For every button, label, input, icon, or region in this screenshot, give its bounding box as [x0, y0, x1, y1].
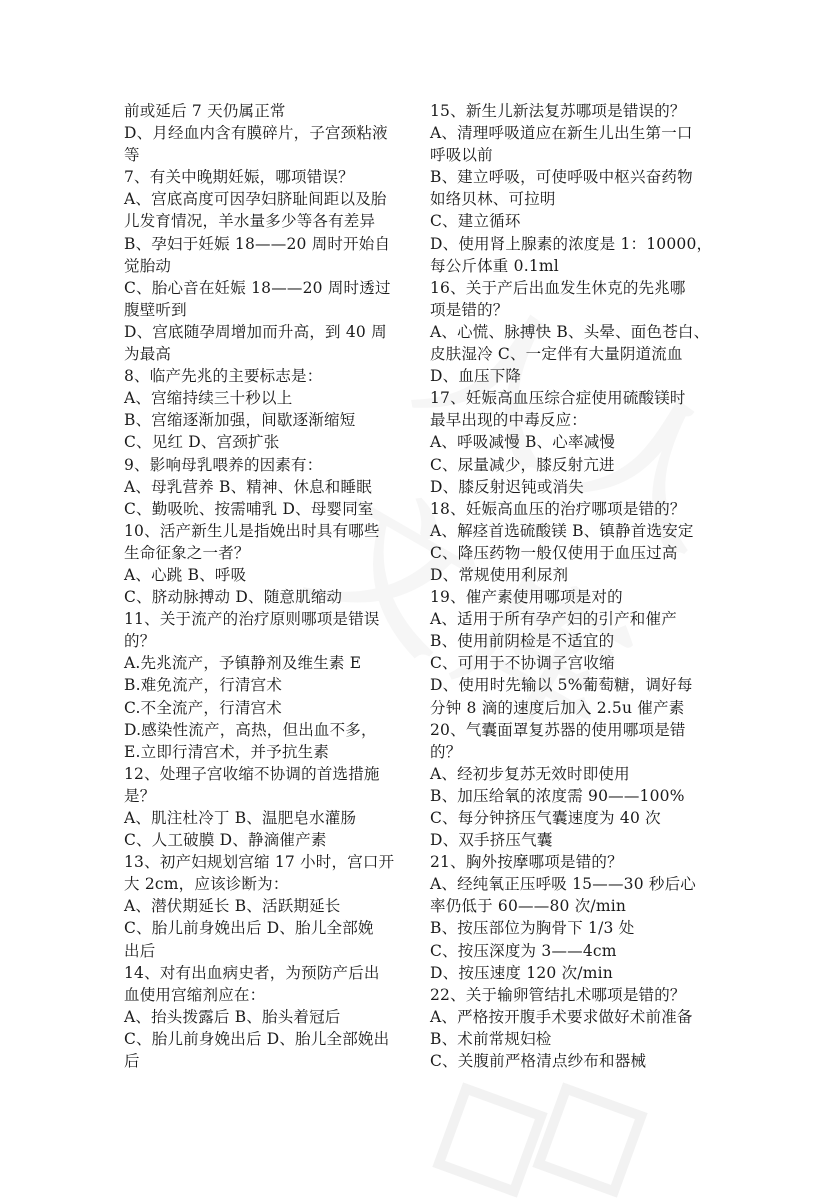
text-line: 血使用宫缩剂应在：: [124, 985, 266, 1004]
text-line: 每公斤体重 0.1ml: [430, 256, 559, 275]
text-line: 22、关于输卵管结扎术哪项是错的？: [430, 985, 686, 1004]
text-line: 17、妊娠高血压综合症使用硫酸镁时: [430, 389, 686, 408]
text-line: C、可用于不协调子宫收缩: [430, 654, 615, 673]
text-line: 9、影响母乳喂养的因素有：: [124, 455, 323, 474]
text-line: 为最高: [124, 345, 172, 364]
text-line: D、使用肾上腺素的浓度是 1：10000，: [430, 234, 713, 253]
text-line: 10、活产新生儿是指娩出时具有哪些: [124, 521, 380, 540]
text-line: 12、处理子宫收缩不协调的首选措施: [124, 764, 380, 783]
text-line: A、抬头拨露后 B、胎头着冠后: [124, 1007, 341, 1026]
text-line: C、人工破膜 D、静滴催产素: [124, 831, 327, 850]
text-line: C、建立循环: [430, 212, 521, 231]
text-line: D、宫底随孕周增加而升高，到 40 周: [124, 322, 387, 341]
text-line: 最早出现的中毒反应：: [430, 411, 588, 430]
text-line: 21、胸外按摩哪项是错的？: [430, 853, 623, 872]
text-line: A、心跳 B、呼吸: [124, 565, 247, 584]
text-line: D、血压下降: [430, 367, 522, 386]
text-line: 15、新生儿新法复苏哪项是错误的？: [430, 102, 686, 120]
text-line: 8、临产先兆的主要标志是：: [124, 367, 323, 386]
text-line: E.立即行清宫术，并予抗生素: [124, 742, 330, 761]
text-line: 项是错的？: [430, 300, 509, 319]
text-line: 生命征象之一者？: [124, 543, 250, 562]
text-line: 16、关于产后出血发生休克的先兆哪: [430, 278, 686, 297]
text-line: A、呼吸减慢 B、心率减慢: [430, 433, 616, 452]
text-line: 14、对有出血病史者，为预防产后出: [124, 963, 380, 982]
text-line: A、清理呼吸道应在新生儿出生第一口: [430, 124, 693, 143]
text-line: A.先兆流产，予镇静剂及维生素 E: [124, 654, 362, 673]
text-line: 觉胎动: [124, 256, 172, 275]
text-line: C、胎儿前身娩出后 D、胎儿全部娩: [124, 919, 374, 938]
text-line: 19、催产素使用哪项是对的: [430, 588, 623, 607]
text-line: 后: [124, 1052, 140, 1071]
text-line: 腹壁听到: [124, 300, 187, 319]
text-line: 儿发育情况，羊水量多少等各有差异: [124, 212, 376, 231]
text-line: C、脐动脉搏动 D、随意肌缩动: [124, 588, 343, 607]
text-line: 前或延后 7 天仍属正常: [124, 102, 286, 120]
text-line: 大 2cm，应该诊断为：: [124, 875, 289, 894]
text-line: C、关腹前严格清点纱布和器械: [430, 1052, 647, 1071]
text-line: A、潜伏期延长 B、活跃期延长: [124, 897, 341, 916]
text-line: D.感染性流产，高热，但出血不多，: [124, 720, 377, 739]
text-line: 的？: [124, 632, 156, 651]
text-line: 出后: [124, 941, 156, 960]
text-line: B、按压部位为胸骨下 1/3 处: [430, 919, 635, 938]
text-line: A、宫缩持续三十秒以上: [124, 389, 293, 408]
text-line: C、每分钟挤压气囊速度为 40 次: [430, 809, 661, 827]
text-line: A、解痉首选硫酸镁 B、镇静首选安定: [430, 521, 694, 540]
text-line: C.不全流产，行清宫术: [124, 698, 282, 717]
text-line: C、胎儿前身娩出后 D、胎儿全部娩出: [124, 1029, 390, 1048]
text-line: 等: [124, 146, 140, 165]
text-line: B.难免流产，行清宫术: [124, 676, 283, 695]
text-line: B、孕妇于妊娠 18——20 周时开始自: [124, 234, 391, 253]
text-line: A、严格按开腹手术要求做好术前准备: [430, 1007, 693, 1026]
text-line: C、见红 D、宫颈扩张: [124, 433, 280, 452]
text-line: A、宫底高度可因孕妇脐耻间距以及胎: [124, 190, 387, 209]
text-line: 率仍低于 60——80 次/min: [430, 897, 627, 916]
text-line: C、胎心音在妊娠 18——20 周时透过: [124, 278, 391, 297]
text-line: B、宫缩逐渐加强，间歇逐渐缩短: [124, 411, 356, 430]
text-line: A、母乳营养 B、精神、休息和睡眠: [124, 477, 372, 496]
text-line: 的？: [430, 742, 462, 761]
text-line: C、降压药物一般仅使用于血压过高: [430, 543, 678, 562]
text-line: A、经纯氧正压呼吸 15——30 秒后心: [430, 875, 696, 894]
text-line: A、肌注杜冷丁 B、温肥皂水灌肠: [124, 809, 357, 827]
text-line: B、术前常规妇检: [430, 1029, 552, 1048]
text-line: 18、妊娠高血压的治疗哪项是错的？: [430, 499, 686, 518]
text-line: A、心慌、脉搏快 B、头晕、面色苍白、: [430, 322, 710, 341]
text-line: A、适用于所有孕产妇的引产和催产: [430, 610, 677, 629]
text-line: 分钟 8 滴的速度后加入 2.5u 催产素: [430, 698, 685, 717]
text-line: 13、初产妇规划宫缩 17 小时，宫口开: [124, 853, 395, 872]
text-line: D、常规使用利尿剂: [430, 565, 569, 584]
text-line: A、经初步复苏无效时即使用: [430, 764, 630, 783]
text-line: D、月经血内含有膜碎片，子宫颈粘液: [124, 124, 388, 143]
left-column: [124, 100, 424, 1072]
text-line: D、双手挤压气囊: [430, 831, 553, 850]
text-line: B、加压给氧的浓度需 90——100%: [430, 786, 685, 805]
text-line: D、使用时先输以 5%葡萄糖，调好每: [430, 676, 693, 695]
watermark-logo-icon: [430, 1080, 650, 1200]
text-line: C、尿量减少，膝反射亢进: [430, 455, 615, 474]
text-line: 皮肤湿冷 C、一定伴有大量阴道流血: [430, 345, 683, 364]
text-line: C、勤吸吮、按需哺乳 D、母婴同室: [124, 499, 374, 518]
text-line: 呼吸以前: [430, 146, 493, 165]
right-column: [430, 100, 730, 1072]
text-line: D、按压速度 120 次/min: [430, 963, 613, 982]
text-line: 7、有关中晚期妊娠，哪项错误？: [124, 168, 354, 187]
text-line: 11、关于流产的治疗原则哪项是错误: [124, 610, 380, 629]
text-line: D、膝反射迟钝或消失: [430, 477, 584, 496]
text-line: 如络贝林、可拉明: [430, 190, 556, 209]
text-line: B、建立呼吸，可使呼吸中枢兴奋药物: [430, 168, 693, 187]
text-line: B、使用前阴检是不适宜的: [430, 632, 615, 651]
text-line: 20、气囊面罩复苏器的使用哪项是错: [430, 720, 686, 739]
text-line: C、按压深度为 3——4cm: [430, 941, 617, 960]
text-line: 是？: [124, 786, 156, 805]
